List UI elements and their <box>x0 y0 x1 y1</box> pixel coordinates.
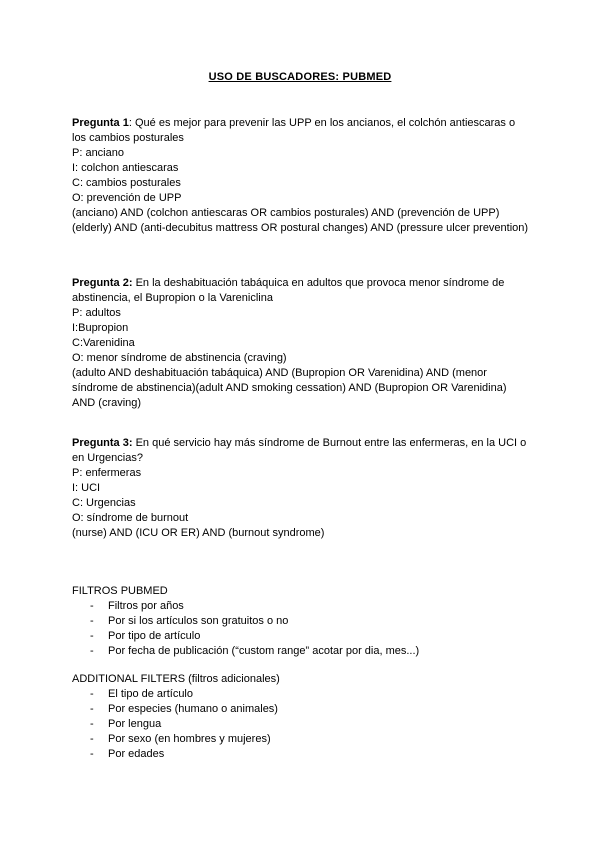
question-3-line: (nurse) AND (ICU OR ER) AND (burnout syndrome) <box>72 527 325 539</box>
additional-filters-list <box>72 687 532 762</box>
question-3-line: O: síndrome de burnout <box>72 512 189 524</box>
list-item <box>72 629 532 644</box>
list-item <box>72 599 532 614</box>
question-3-line: C: Urgencias <box>72 497 136 509</box>
question-2-text: En la deshabituación tabáquica en adultos que provoca menor síndrome de abstinencia, el Bupropion o la Vareniclina <box>72 277 505 304</box>
question-2-line: O: menor síndrome de abstinencia (craving) <box>72 352 287 364</box>
list-item-text: Por lengua <box>108 718 162 730</box>
dash-bullet: - <box>90 748 94 760</box>
list-item-text: Filtros por años <box>108 600 184 612</box>
question-1-label: Pregunta 1 <box>72 117 129 129</box>
list-item <box>72 687 532 702</box>
question-2-block <box>72 276 532 411</box>
question-3-text: En qué servicio hay más síndrome de Burnout entre las enfermeras, en la UCI o en Urgencias? <box>72 437 527 464</box>
list-item-text: Por especies (humano o animales) <box>108 703 278 715</box>
list-item-text: Por fecha de publicación (“custom range” acotar por dia, mes...) <box>108 645 420 657</box>
dash-bullet: - <box>90 630 94 642</box>
filters-heading: FILTROS PUBMED <box>72 585 168 597</box>
additional-filters-section <box>72 672 532 762</box>
dash-bullet: - <box>90 718 94 730</box>
dash-bullet: - <box>90 615 94 627</box>
list-item <box>72 732 532 747</box>
question-2-line: I:Bupropion <box>72 322 129 334</box>
question-3-line: P: enfermeras <box>72 467 142 479</box>
question-2-line: C:Varenidina <box>72 337 135 349</box>
filters-list <box>72 599 532 659</box>
filters-section <box>72 584 532 659</box>
question-1-line: C: cambios posturales <box>72 177 181 189</box>
question-1-block <box>72 116 532 236</box>
list-item-text: Por sexo (en hombres y mujeres) <box>108 733 271 745</box>
question-2-label: Pregunta 2: <box>72 277 133 289</box>
list-item <box>72 644 532 659</box>
list-item-text: El tipo de artículo <box>108 688 193 700</box>
question-2-line: (adulto AND deshabituación tabáquica) AND (Bupropion OR Varenidina) AND (menor síndrome de abstinencia)(adult AND smoking cessation) AND (Bupropion OR Varenidina) AND (craving) <box>72 367 507 409</box>
question-1-line: I: colchon antiescaras <box>72 162 179 174</box>
question-1-text: Qué es mejor para prevenir las UPP en los ancianos, el colchón antiescaras o los cambios posturales <box>72 117 516 144</box>
question-1-statement <box>72 116 532 146</box>
dash-bullet: - <box>90 703 94 715</box>
dash-bullet: - <box>90 688 94 700</box>
list-item-text: Por si los artículos son gratuitos o no <box>108 615 289 627</box>
question-1-line: (anciano) AND (colchon antiescaras OR cambios posturales) AND (prevención de UPP) <box>72 207 500 219</box>
question-1-line: (elderly) AND (anti-decubitus mattress OR postural changes) AND (pressure ulcer prevention) <box>72 222 529 234</box>
question-2-line: P: adultos <box>72 307 121 319</box>
list-item <box>72 747 532 762</box>
question-3-line: I: UCI <box>72 482 101 494</box>
dash-bullet: - <box>90 600 94 612</box>
list-item-text: Por tipo de artículo <box>108 630 201 642</box>
question-1-line: O: prevención de UPP <box>72 192 182 204</box>
question-2-statement <box>72 276 532 306</box>
dash-bullet: - <box>90 733 94 745</box>
question-3-label: Pregunta 3: <box>72 437 133 449</box>
question-3-block <box>72 436 532 541</box>
list-item-text: Por edades <box>108 748 165 760</box>
list-item <box>72 702 532 717</box>
list-item <box>72 717 532 732</box>
dash-bullet: - <box>90 645 94 657</box>
question-1-line: P: anciano <box>72 147 124 159</box>
question-3-statement <box>72 436 532 466</box>
list-item <box>72 614 532 629</box>
document-title: USO DE BUSCADORES: PUBMED <box>208 71 392 83</box>
question-1-label-suffix: : <box>128 117 132 129</box>
additional-filters-heading: ADDITIONAL FILTERS (filtros adicionales) <box>72 673 280 685</box>
